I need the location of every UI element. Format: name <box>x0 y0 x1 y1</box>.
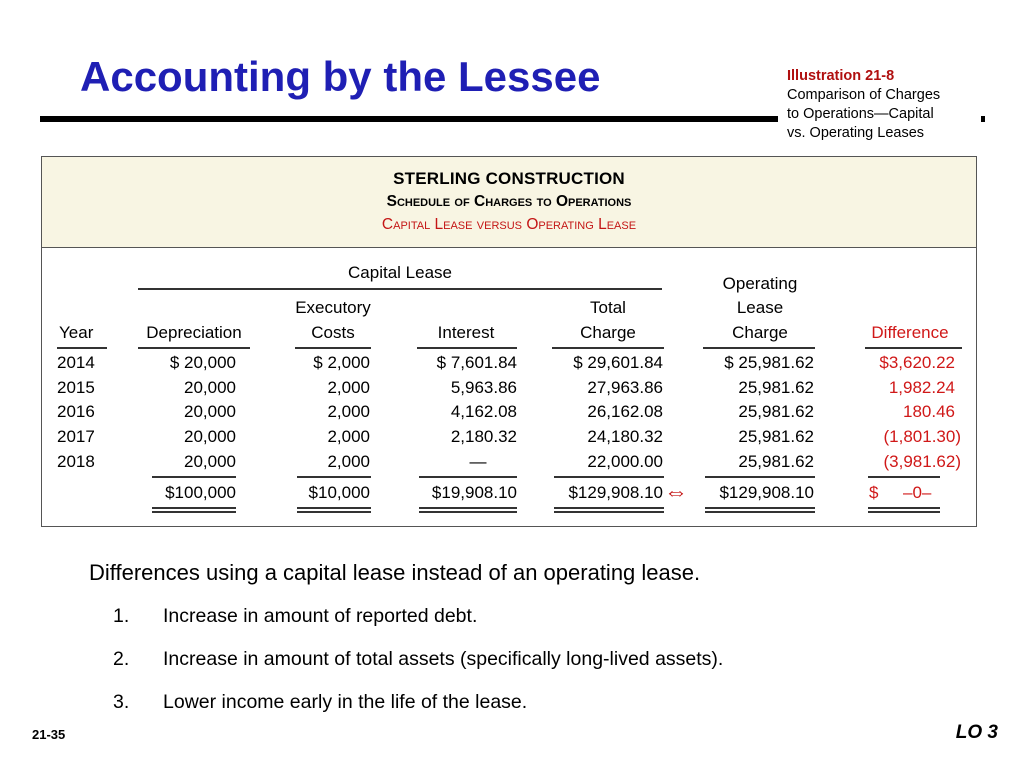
schedule-comparison: Capital Lease versus Operating Lease <box>381 216 637 233</box>
col-header-difference: Difference <box>871 323 949 342</box>
total-charge: $129,908.10 <box>568 483 663 502</box>
cell-year: 2017 <box>57 427 95 446</box>
header-rule <box>703 347 815 349</box>
cell-depreciation: 20,000 <box>184 452 236 471</box>
cell-executory: $ 2,000 <box>313 353 370 372</box>
list-item-number: 3. <box>113 691 130 713</box>
page-number: 21-35 <box>32 727 66 742</box>
cell-year: 2018 <box>57 452 95 471</box>
header-rule <box>57 347 107 349</box>
cell-difference: (1,801.30) <box>883 427 961 446</box>
title-rule <box>40 116 778 122</box>
list-item-text: Increase in amount of reported debt. <box>163 605 478 627</box>
col-header-operating-1: Operating <box>722 274 798 293</box>
double-rule <box>705 507 815 509</box>
cell-operating: $ 25,981.62 <box>724 353 814 372</box>
capital-lease-rule <box>138 288 662 290</box>
cell-executory: 2,000 <box>327 402 370 421</box>
cell-total: $ 29,601.84 <box>573 353 663 372</box>
cell-year: 2016 <box>57 402 95 421</box>
subtotal-rule <box>152 476 236 478</box>
col-header-year: Year <box>59 323 94 342</box>
col-header-operating-3: Charge <box>732 323 788 342</box>
cell-interest: 5,963.86 <box>450 378 517 397</box>
equal-arrow-icon: ⇔ <box>664 479 688 506</box>
total-difference-currency: $ <box>869 483 879 502</box>
total-executory: $10,000 <box>308 483 370 502</box>
cell-depreciation: 20,000 <box>184 378 236 397</box>
total-depreciation: $100,000 <box>165 483 236 502</box>
cell-difference: 1,982.24 <box>888 378 955 397</box>
differences-heading: Differences using a capital lease instead of an operating lease. <box>89 560 701 585</box>
header-rule <box>552 347 664 349</box>
col-header-executory-2: Costs <box>311 323 355 342</box>
col-header-total-1: Total <box>590 298 626 317</box>
col-header-executory-1: Executory <box>295 298 371 317</box>
cell-year: 2015 <box>57 378 95 397</box>
subtotal-rule <box>554 476 664 478</box>
double-rule <box>419 507 517 509</box>
double-rule <box>152 511 236 513</box>
col-header-total-2: Charge <box>580 323 636 342</box>
cell-interest: 2,180.32 <box>450 427 517 446</box>
cell-total: 27,963.86 <box>587 378 663 397</box>
list-item-number: 1. <box>113 605 130 627</box>
cell-operating: 25,981.62 <box>738 427 814 446</box>
list-item <box>113 690 527 714</box>
cell-total: 26,162.08 <box>587 402 663 421</box>
subtotal-rule <box>297 476 371 478</box>
illustration-caption-line: Comparison of Charges <box>787 87 941 103</box>
title-rule-end <box>981 116 985 122</box>
cell-total: 22,000.00 <box>587 452 663 471</box>
cell-executory: 2,000 <box>327 427 370 446</box>
illustration-caption-line: vs. Operating Leases <box>787 125 925 141</box>
illustration-caption <box>787 67 987 143</box>
list-item-number: 2. <box>113 648 130 670</box>
cell-operating: 25,981.62 <box>738 452 814 471</box>
list-item-text: Increase in amount of total assets (specifically long-lived assets). <box>163 648 724 670</box>
header-rule <box>417 347 517 349</box>
cell-interest: — <box>469 452 487 471</box>
col-header-interest: Interest <box>437 323 495 342</box>
list-item <box>113 647 723 671</box>
group-header-capital-lease: Capital Lease <box>348 263 452 282</box>
double-rule <box>297 507 371 509</box>
double-rule <box>152 507 236 509</box>
slide-title: Accounting by the Lessee <box>80 53 601 100</box>
col-header-depreciation: Depreciation <box>146 323 242 342</box>
cell-interest: 4,162.08 <box>450 402 517 421</box>
subtotal-rule <box>419 476 517 478</box>
total-difference: –0– <box>903 483 932 502</box>
cell-operating: 25,981.62 <box>738 402 814 421</box>
header-rule <box>295 347 371 349</box>
cell-executory: 2,000 <box>327 378 370 397</box>
total-operating: $129,908.10 <box>719 483 814 502</box>
cell-interest: $ 7,601.84 <box>436 353 517 372</box>
header-rule <box>138 347 250 349</box>
double-rule <box>554 511 664 513</box>
company-name: STERLING CONSTRUCTION <box>393 169 625 188</box>
double-rule <box>705 511 815 513</box>
learning-objective: LO 3 <box>955 722 998 743</box>
cell-difference: (3,981.62) <box>883 452 961 471</box>
cell-total: 24,180.32 <box>587 427 663 446</box>
cell-depreciation: 20,000 <box>184 402 236 421</box>
total-interest: $19,908.10 <box>431 483 517 502</box>
col-header-operating-2: Lease <box>736 298 784 317</box>
list-item <box>113 604 477 628</box>
cell-difference: $3,620.22 <box>879 353 955 372</box>
cell-year: 2014 <box>57 353 95 372</box>
illustration-number: Illustration 21-8 <box>787 68 895 84</box>
subtotal-rule <box>868 476 940 478</box>
cell-difference: 180.46 <box>903 402 955 421</box>
illustration-caption-line: to Operations—Capital <box>787 106 934 122</box>
double-rule <box>868 507 940 509</box>
schedule-header <box>42 157 976 248</box>
double-rule <box>297 511 371 513</box>
cell-executory: 2,000 <box>327 452 370 471</box>
double-rule <box>419 511 517 513</box>
list-item-text: Lower income early in the life of the lease. <box>163 691 528 713</box>
header-rule <box>865 347 962 349</box>
subtotal-rule <box>705 476 815 478</box>
cell-depreciation: 20,000 <box>184 427 236 446</box>
cell-depreciation: $ 20,000 <box>169 353 236 372</box>
cell-operating: 25,981.62 <box>738 378 814 397</box>
schedule-subtitle: Schedule of Charges to Operations <box>386 193 632 210</box>
double-rule <box>554 507 664 509</box>
double-rule <box>868 511 940 513</box>
